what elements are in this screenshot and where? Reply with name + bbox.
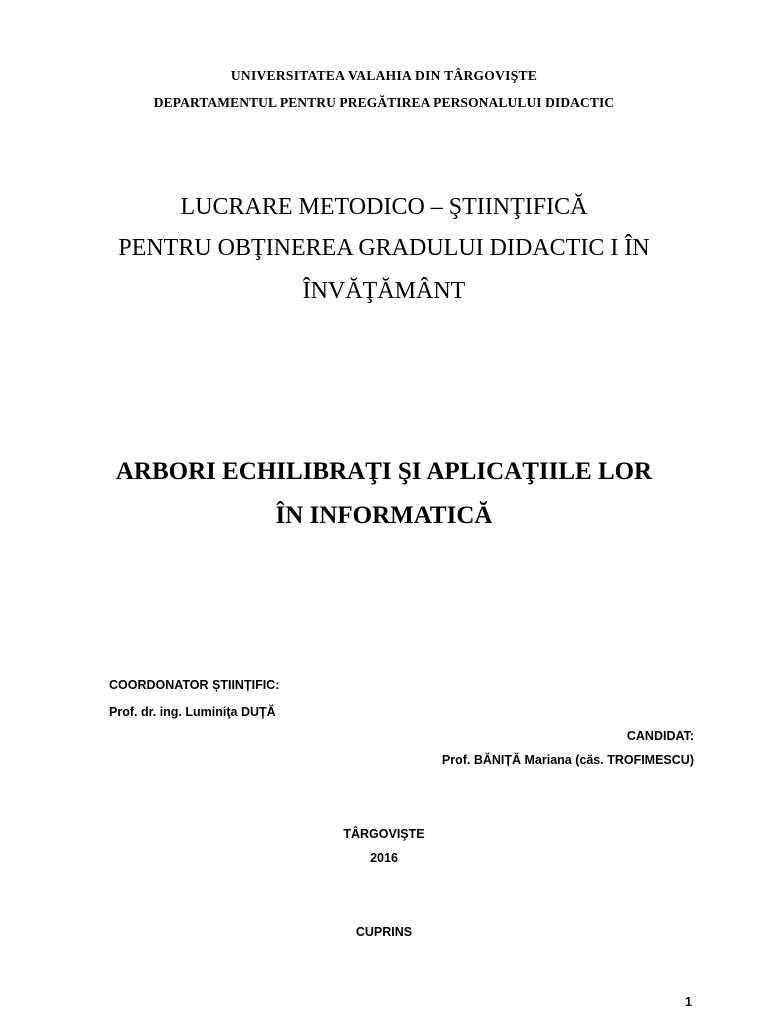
contents-heading: CUPRINS	[355, 925, 413, 939]
thesis-title-line-1: ARBORI ECHILIBRAŢI ŞI APLICAŢIILE LOR	[115, 458, 653, 485]
thesis-type-line-3: ÎNVĂŢĂMÂNT	[302, 278, 466, 304]
thesis-type-line-1: LUCRARE METODICO – ŞTIINŢIFICĂ	[180, 194, 588, 220]
thesis-type-line-2: PENTRU OBŢINEREA GRADULUI DIDACTIC I ÎN	[118, 235, 650, 261]
coordinator-name: Prof. dr. ing. Luminiţa DUŢĂ	[109, 705, 276, 719]
department-name: DEPARTAMENTUL PENTRU PREGĂTIREA PERSONALULUI DIDACTIC	[153, 95, 615, 110]
candidate-label: CANDIDAT:	[626, 729, 694, 743]
thesis-title-line-2: ÎN INFORMATICĂ	[275, 502, 493, 529]
candidate-name: Prof. BĂNIȚĂ Mariana (căs. TROFIMESCU)	[441, 753, 694, 767]
year: 2016	[370, 851, 398, 865]
coordinator-label: COORDONATOR ȘTIINȚIFIC:	[109, 678, 280, 692]
university-name: UNIVERSITATEA VALAHIA DIN TÂRGOVIŞTE	[230, 68, 538, 83]
page-number: 1	[685, 995, 692, 1009]
city: TÂRGOVIŞTE	[343, 827, 425, 841]
